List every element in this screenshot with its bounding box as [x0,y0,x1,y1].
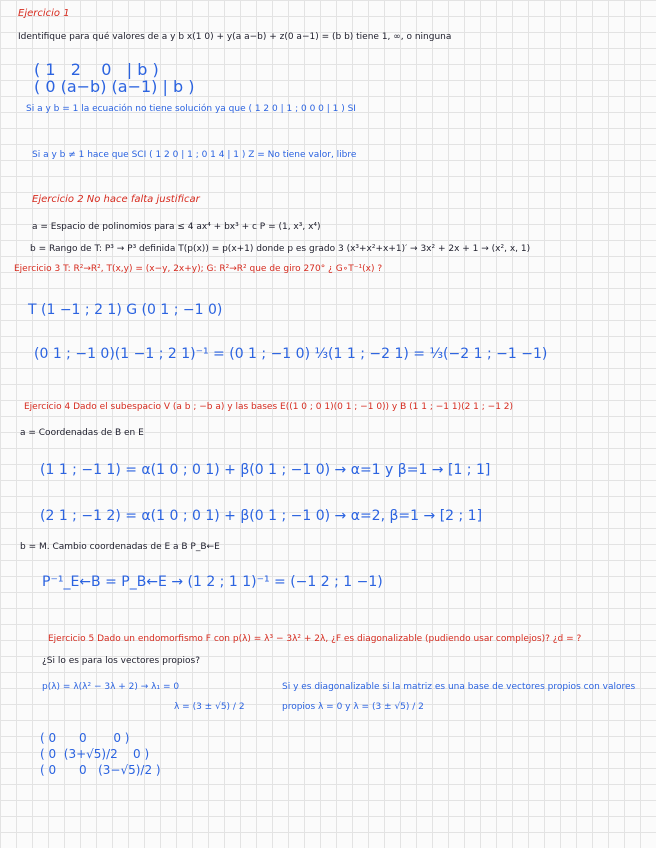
exercise-5-roots: λ = (3 ± √5) / 2 [174,702,245,712]
exercise-1-case-b-not-1: Si a y b ≠ 1 hace que SCI ( 1 2 0 | 1 ; 0 1 4 | 1 ) Z = No tiene valor, libre [32,150,357,160]
exercise-4-equation-1: (1 1 ; −1 1) = α(1 0 ; 0 1) + β(0 1 ; −1 0) → α=1 y β=1 → [1 ; 1] [40,462,491,478]
exercise-3-line-2: (0 1 ; −1 0)(1 −1 ; 2 1)⁻¹ = (0 1 ; −1 0) ⅓(1 1 ; −2 1) = ⅓(−2 1 ; −1 −1) [34,346,548,362]
exercise-4-change-of-basis: P⁻¹_E←B = P_B←E → (1 2 ; 1 1)⁻¹ = (−1 2 ; 1 −1) [42,574,383,590]
exercise-5-heading: Ejercicio 5 Dado un endomorfismo F con p(λ) = λ³ − 3λ² + 2λ, ¿F es diagonalizable (pudiendo usar complejos)? ¿d = ? [48,634,582,644]
exercise-1-heading: Ejercicio 1 [18,8,70,19]
exercise-5-eigenvalues-note: propios λ = 0 y λ = (3 ± √5) / 2 [282,702,424,712]
exercise-4-heading: Ejercicio 4 Dado el subespacio V (a b ; −b a) y las bases E((1 0 ; 0 1)(0 1 ; −1 0)) y B (1 1 ; −1 1)(2 1 ; −1 2) [24,402,514,412]
exercise-1-statement: Identifique para qué valores de a y b x(1 0) + y(a a−b) + z(0 a−1) = (b b) tiene 1, ∞, o ninguna [18,32,452,42]
exercise-3-line-1: T (1 −1 ; 2 1) G (0 1 ; −1 0) [28,302,223,318]
exercise-5-diagonal-matrix: ( 0 0 0 ) ( 0 (3+√5)/2 0 ) ( 0 0 (3−√5)/2 ) [40,731,161,778]
exercise-1-matrix: ( 1 2 0 | b ) ( 0 (a−b) (a−1) | b ) [34,60,195,96]
exercise-5-characteristic-poly: p(λ) = λ(λ² − 3λ + 2) → λ₁ = 0 [42,682,180,692]
exercise-4-equation-2: (2 1 ; −1 2) = α(1 0 ; 0 1) + β(0 1 ; −1 0) → α=2, β=1 → [2 ; 1] [40,508,483,524]
exercise-4-part-b: b = M. Cambio coordenadas de E a B P_B←E [20,542,220,552]
exercise-3-heading: Ejercicio 3 T: R²→R², T(x,y) = (x−y, 2x+y); G: R²→R² que de giro 270° ¿ G∘T⁻¹(x) ? [14,264,383,274]
exercise-2-heading: Ejercicio 2 No hace falta justificar [32,194,200,205]
exercise-5-diagonalizable-note: Si y es diagonalizable si la matriz es una base de vectores propios con valores [282,682,636,692]
exercise-2-part-b: b = Rango de T: P³ → P³ definida T(p(x)) = p(x+1) donde p es grado 3 (x³+x²+x+1)′ → 3x² + 2x + 1 → (x², x, 1) [30,244,531,254]
exercise-4-part-a: a = Coordenadas de B en E [20,428,144,438]
exercise-2-part-a: a = Espacio de polinomios para ≤ 4 ax⁴ + bx³ + c P = (1, x³, x⁴) [32,222,321,232]
exercise-5-question: ¿Si lo es para los vectores propios? [42,656,201,666]
exercise-1-case-b-equals-1: Si a y b = 1 la ecuación no tiene solución ya que ( 1 2 0 | 1 ; 0 0 0 | 1 ) SI [26,104,356,114]
